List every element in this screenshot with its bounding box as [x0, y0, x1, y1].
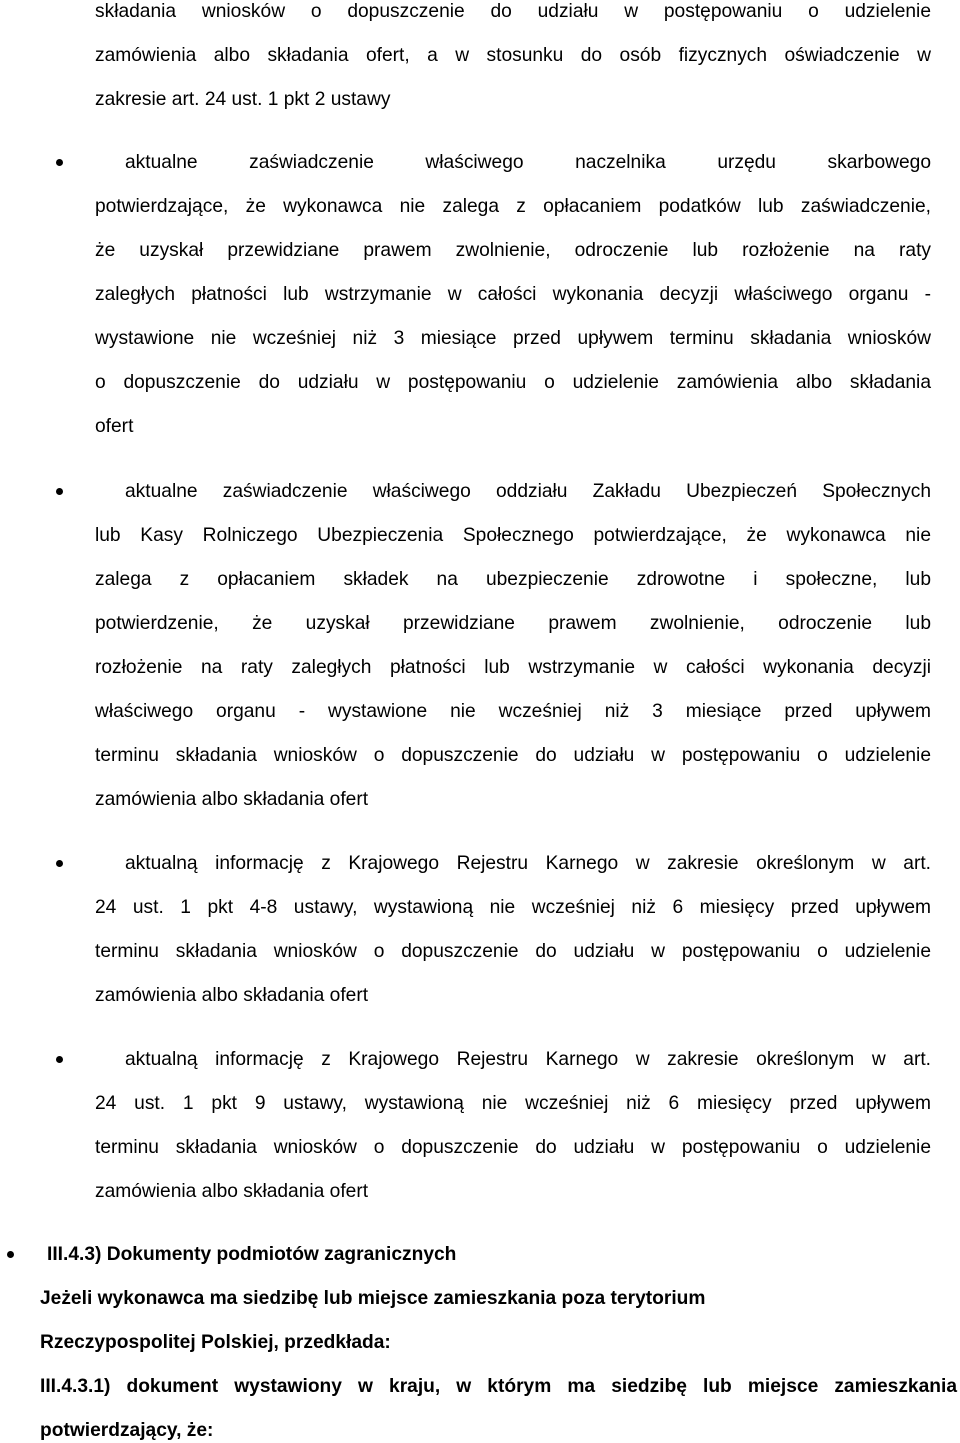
- intro-line: zakresie art. 24 ust. 1 pkt 2 ustawy: [95, 89, 391, 110]
- item-line: że uzyskał przewidziane prawem zwolnienie, odroczenie lub rozłożenie na raty: [95, 240, 931, 261]
- item-line: zamówienia albo składania ofert: [95, 985, 369, 1006]
- item-line: wystawione nie wcześniej niż 3 miesiące przed upływem terminu składania wniosków: [95, 328, 931, 349]
- bullet-icon: [7, 1251, 14, 1258]
- bullet-icon: [56, 488, 63, 495]
- item-line: zalega z opłacaniem składek na ubezpieczenie zdrowotne i społeczne, lub: [95, 569, 931, 590]
- item-line: aktualną informację z Krajowego Rejestru Karnego w zakresie określonym w art.: [125, 853, 931, 874]
- bullet-icon: [56, 860, 63, 867]
- section-heading: III.4.3) Dokumenty podmiotów zagranicznych: [47, 1244, 457, 1265]
- item-line: lub Kasy Rolniczego Ubezpieczenia Społecznego potwierdzające, że wykonawca nie: [95, 525, 931, 546]
- bullet-icon: [56, 159, 63, 166]
- section-line: III.4.3.1) dokument wystawiony w kraju, w którym ma siedzibę lub miejsce zamieszkania: [40, 1376, 957, 1397]
- item-line: ofert: [95, 416, 134, 437]
- item-line: o dopuszczenie do udziału w postępowaniu o udzielenie zamówienia albo składania: [95, 372, 931, 393]
- item-line: 24 ust. 1 pkt 9 ustawy, wystawioną nie wcześniej niż 6 miesięcy przed upływem: [95, 1093, 931, 1114]
- item-line: terminu składania wniosków o dopuszczenie do udziału w postępowaniu o udzielenie: [95, 745, 931, 766]
- item-line: potwierdzenie, że uzyskał przewidziane prawem zwolnienie, odroczenie lub: [95, 613, 931, 634]
- intro-line: składania wniosków o dopuszczenie do udziału w postępowaniu o udzielenie: [95, 1, 931, 22]
- bullet-icon: [56, 1056, 63, 1063]
- item-line: właściwego organu - wystawione nie wcześniej niż 3 miesiące przed upływem: [95, 701, 931, 722]
- item-line: aktualne zaświadczenie właściwego oddziału Zakładu Ubezpieczeń Społecznych: [125, 481, 931, 502]
- item-line: aktualną informację z Krajowego Rejestru Karnego w zakresie określonym w art.: [125, 1049, 931, 1070]
- item-line: aktualne zaświadczenie właściwego naczelnika urzędu skarbowego: [125, 152, 931, 173]
- section-line: Jeżeli wykonawca ma siedzibę lub miejsce zamieszkania poza terytorium: [40, 1288, 706, 1309]
- item-line: terminu składania wniosków o dopuszczenie do udziału w postępowaniu o udzielenie: [95, 1137, 931, 1158]
- item-line: 24 ust. 1 pkt 4-8 ustawy, wystawioną nie wcześniej niż 6 miesięcy przed upływem: [95, 897, 931, 918]
- intro-line: zamówienia albo składania ofert, a w stosunku do osób fizycznych oświadczenie w: [95, 45, 931, 66]
- item-line: terminu składania wniosków o dopuszczenie do udziału w postępowaniu o udzielenie: [95, 941, 931, 962]
- section-line: potwierdzający, że:: [40, 1420, 214, 1441]
- item-line: zamówienia albo składania ofert: [95, 789, 369, 810]
- item-line: zaległych płatności lub wstrzymanie w całości wykonania decyzji właściwego organu -: [95, 284, 931, 305]
- item-line: potwierdzające, że wykonawca nie zalega z opłacaniem podatków lub zaświadczenie,: [95, 196, 931, 217]
- item-line: zamówienia albo składania ofert: [95, 1181, 369, 1202]
- section-line: Rzeczypospolitej Polskiej, przedkłada:: [40, 1332, 391, 1353]
- item-line: rozłożenie na raty zaległych płatności lub wstrzymanie w całości wykonania decyzji: [95, 657, 931, 678]
